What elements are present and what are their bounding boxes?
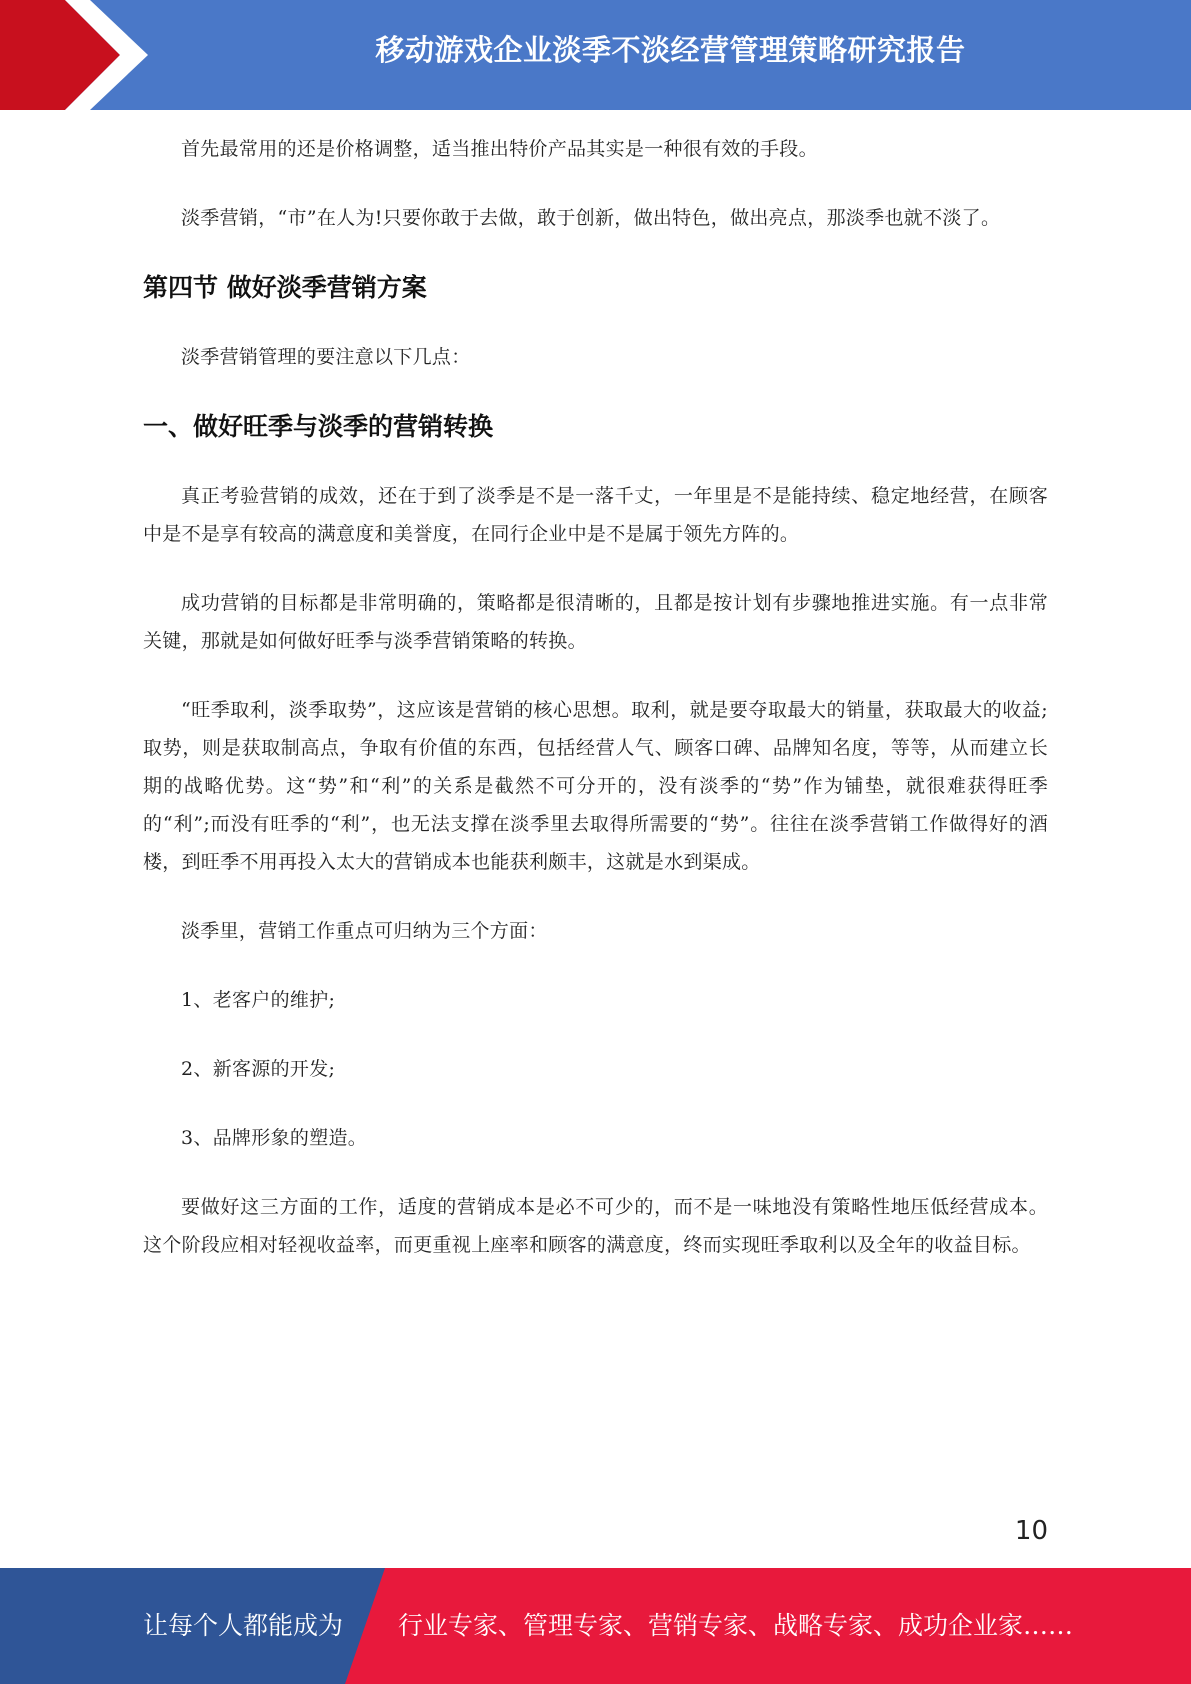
paragraph: 成功营销的目标都是非常明确的，策略都是很清晰的，且都是按计划有步骤地推进实施。有一点非常关键，那就是如何做好旺季与淡季营销策略的转换。 bbox=[143, 592, 1048, 652]
page-number: 10 bbox=[1014, 1516, 1048, 1546]
footer-slogan-right: 行业专家、管理专家、营销专家、战略专家、成功企业家…… bbox=[398, 1611, 1074, 1640]
document-body bbox=[143, 130, 1048, 1295]
page-footer bbox=[0, 1568, 1191, 1684]
header-chevron-decoration bbox=[0, 0, 160, 110]
list-item: 1、老客户的维护; bbox=[181, 989, 336, 1011]
paragraph: 淡季营销管理的要注意以下几点： bbox=[181, 346, 471, 368]
paragraph: “旺季取利，淡季取势”，这应该是营销的核心思想。取利，就是要夺取最大的销量，获取最大的收益;取势，则是获取制高点，争取有价值的东西，包括经营人气、顾客口碑、品牌知名度，等等，从而建立长期的战略优势。这“势”和“利”的关系是截然不可分开的，没有淡季的“势”作为铺垫，就很难获得旺季的“利”;而没有旺季的“利”，也无法支撑在淡季里去取得所需要的“势”。往往在淡季营销工作做得好的酒楼，到旺季不用再投入太大的营销成本也能获利颇丰，这就是水到渠成。 bbox=[143, 699, 1048, 873]
footer-slogan-left: 让每个人都能成为 bbox=[143, 1611, 344, 1640]
paragraph: 首先最常用的还是价格调整，适当推出特价产品其实是一种很有效的手段。 bbox=[181, 138, 818, 160]
section-heading: 第四节 做好淡季营销方案 bbox=[143, 273, 427, 302]
sub-heading: 一、做好旺季与淡季的营销转换 bbox=[143, 412, 494, 441]
page-header bbox=[0, 0, 1191, 110]
paragraph: 淡季营销，“市”在人为!只要你敢于去做，敢于创新，做出特色，做出亮点，那淡季也就不淡了。 bbox=[181, 207, 1001, 229]
list-item: 2、新客源的开发; bbox=[181, 1058, 336, 1080]
paragraph: 要做好这三方面的工作，适度的营销成本是必不可少的，而不是一味地没有策略性地压低经营成本。这个阶段应相对轻视收益率，而更重视上座率和顾客的满意度，终而实现旺季取利以及全年的收益目标。 bbox=[143, 1196, 1048, 1256]
report-title: 移动游戏企业淡季不淡经营管理策略研究报告 bbox=[375, 33, 966, 67]
paragraph: 真正考验营销的成效，还在于到了淡季是不是一落千丈，一年里是不是能持续、稳定地经营，在顾客中是不是享有较高的满意度和美誉度，在同行企业中是不是属于领先方阵的。 bbox=[143, 485, 1048, 545]
paragraph: 淡季里，营销工作重点可归纳为三个方面： bbox=[181, 920, 548, 942]
list-item: 3、品牌形象的塑造。 bbox=[181, 1127, 368, 1149]
